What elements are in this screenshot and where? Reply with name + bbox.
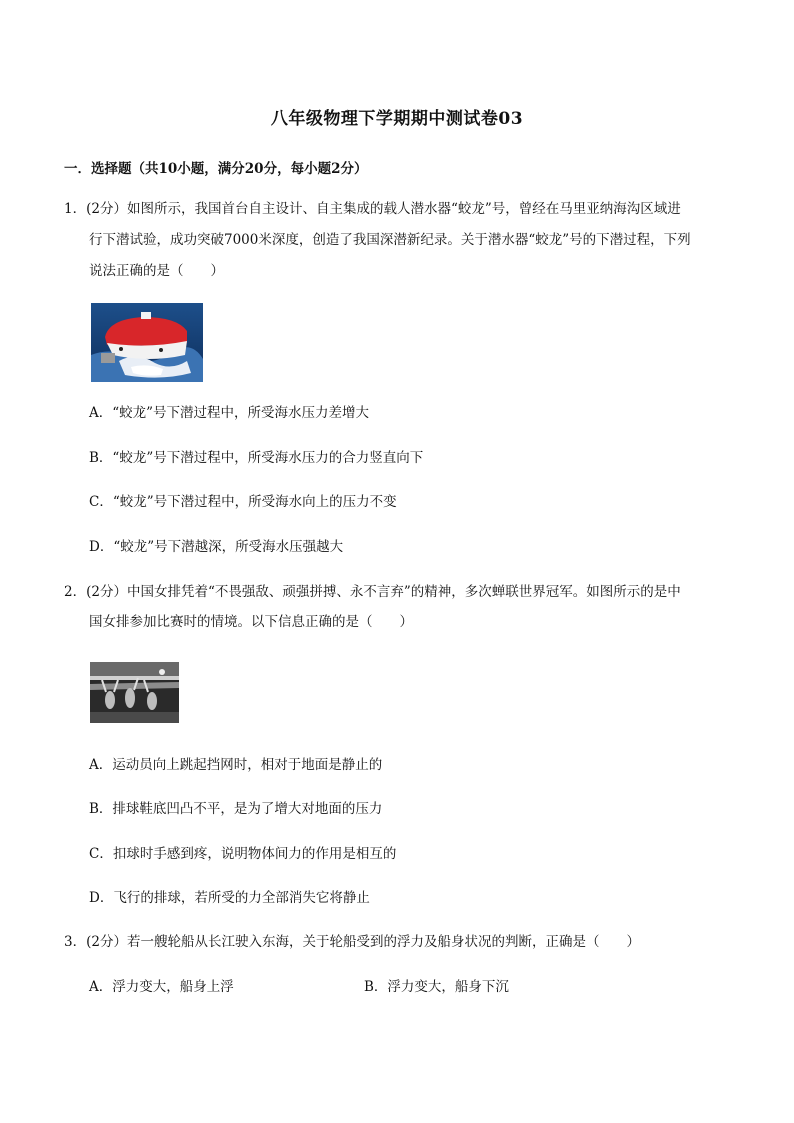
question-3-line-1: 3．(2分）若一艘轮船从长江驶入东海，关于轮船受到的浮力及船身状况的判断，正确是（ ） — [64, 934, 640, 950]
question-1-line-3: 说法正确的是（ ） — [89, 263, 224, 279]
exam-title: 八年级物理下学期期中测试卷03 — [270, 109, 524, 129]
question-1-line-1: 1．(2分）如图所示，我国首台自主设计、自主集成的载人潜水器“蛟龙”号，曾经在马里亚纳海沟区域进 — [64, 201, 681, 217]
question-2-option-d: D．飞行的排球，若所受的力全部消失它将静止 — [89, 890, 370, 906]
volleyball-photo — [90, 662, 179, 723]
section-heading: 一．选择题（共10小题，满分20分，每小题2分） — [64, 161, 368, 177]
question-3-option-b: B．浮力变大，船身下沉 — [364, 979, 509, 995]
submersible-photo — [91, 303, 203, 382]
question-3-option-a: A．浮力变大，船身上浮 — [89, 979, 234, 995]
question-2-option-b: B．排球鞋底凹凸不平，是为了增大对地面的压力 — [89, 801, 383, 817]
question-1-option-a: A．“蛟龙”号下潜过程中，所受海水压力差增大 — [89, 405, 370, 421]
question-1-option-c: C．“蛟龙”号下潜过程中，所受海水向上的压力不变 — [89, 494, 397, 510]
question-2-option-c: C．扣球时手感到疼，说明物体间力的作用是相互的 — [89, 846, 397, 862]
question-1-option-d: D．“蛟龙”号下潜越深，所受海水压强越大 — [89, 539, 344, 555]
question-2-option-a: A．运动员向上跳起挡网时，相对于地面是静止的 — [89, 757, 383, 773]
question-2-line-1: 2．(2分）中国女排凭着“不畏强敌、顽强拼搏、永不言弃”的精神，多次蝉联世界冠军。如图所示的是中 — [64, 584, 681, 600]
question-1-line-2: 行下潜试验，成功突破7000米深度，创造了我国深潜新纪录。关于潜水器“蛟龙”号的下潜过程，下列 — [89, 232, 691, 248]
question-2-line-2: 国女排参加比赛时的情境。以下信息正确的是（ ） — [89, 614, 413, 630]
question-1-option-b: B．“蛟龙”号下潜过程中，所受海水压力的合力竖直向下 — [89, 450, 424, 466]
